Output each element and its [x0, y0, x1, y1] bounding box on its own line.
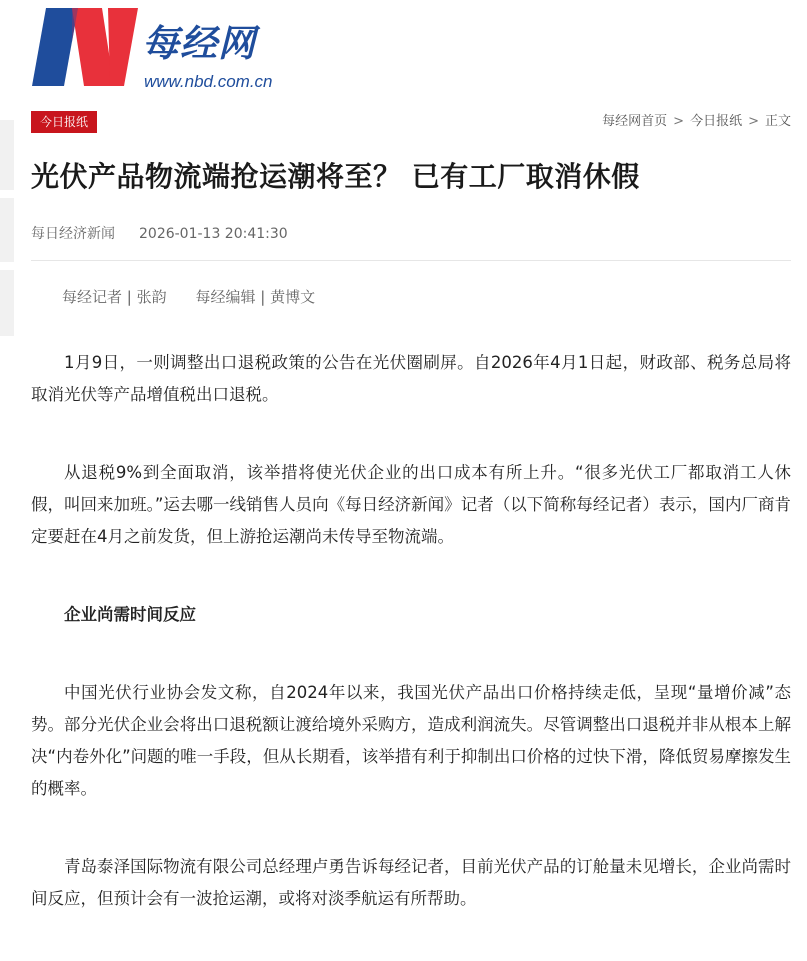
editor-label: 每经编辑	[195, 288, 256, 306]
article-paragraph: 青岛泰泽国际物流有限公司总经理卢勇告诉每经记者，目前光伏产品的订舱量未见增长，企业尚需时间反应，但预计会有一波抢运潮，或将对淡季航运有所帮助。	[31, 857, 791, 908]
brand-url: www.nbd.com.cn	[144, 72, 273, 91]
reporter-name: 张韵	[136, 288, 167, 306]
article-paragraph: 从退税9%到全面取消，该举措将使光伏企业的出口成本有所上升。“很多光伏工厂都取消工人休假，叫回来加班。”运去哪一线销售人员向《每日经济新闻》记者（以下简称每经记者）表示，国内厂商肯定要赶在4月之前发货，但上游抢运潮尚未传导至物流端。	[31, 463, 791, 546]
breadcrumb	[602, 112, 791, 132]
left-edge-strip	[0, 198, 14, 262]
divider	[31, 260, 791, 261]
breadcrumb-section-link[interactable]: 今日报纸	[690, 114, 743, 129]
article-datetime: 2026-01-13 20:41:30	[139, 226, 288, 242]
breadcrumb-current: 正文	[764, 114, 791, 129]
nbd-logo-mark-icon	[32, 2, 140, 92]
left-edge-strip	[0, 120, 14, 190]
reporter-label: 每经记者	[62, 288, 123, 306]
article-subheading: 企业尚需时间反应	[64, 605, 196, 624]
author-separator: |	[126, 288, 132, 306]
left-edge-strip	[0, 270, 14, 336]
breadcrumb-home-link[interactable]: 每经网首页	[602, 114, 668, 129]
article-paragraph: 1月9日，一则调整出口退税政策的公告在光伏圈刷屏。自2026年4月1日起，财政部、税务总局将取消光伏等产品增值税出口退税。	[31, 353, 791, 404]
breadcrumb-separator: >	[748, 114, 759, 129]
article-paragraph: 中国光伏行业协会发文称，自2024年以来，我国光伏产品出口价格持续走低，呈现“量增价减”态势。部分光伏企业会将出口退税额让渡给境外采购方，造成利润流失。尽管调整出口退税并非从根本上解决“内卷外化”问题的唯一手段，但从长期看，该举措有利于抑制出口价格的过快下滑，降低贸易摩擦发生的概率。	[31, 683, 791, 798]
section-badge[interactable]: 今日报纸	[31, 111, 97, 133]
brand-name: 每经网	[142, 22, 256, 65]
article-title: 光伏产品物流端抢运潮将至？ 已有工厂取消休假	[31, 160, 640, 193]
article-meta	[31, 224, 288, 244]
site-logo[interactable]	[32, 2, 292, 94]
article-body	[31, 347, 791, 961]
breadcrumb-separator: >	[673, 114, 685, 129]
editor-name: 黄博文	[270, 288, 316, 306]
article-source: 每日经济新闻	[31, 226, 115, 242]
article-authors	[62, 286, 315, 308]
author-separator: |	[260, 288, 266, 306]
